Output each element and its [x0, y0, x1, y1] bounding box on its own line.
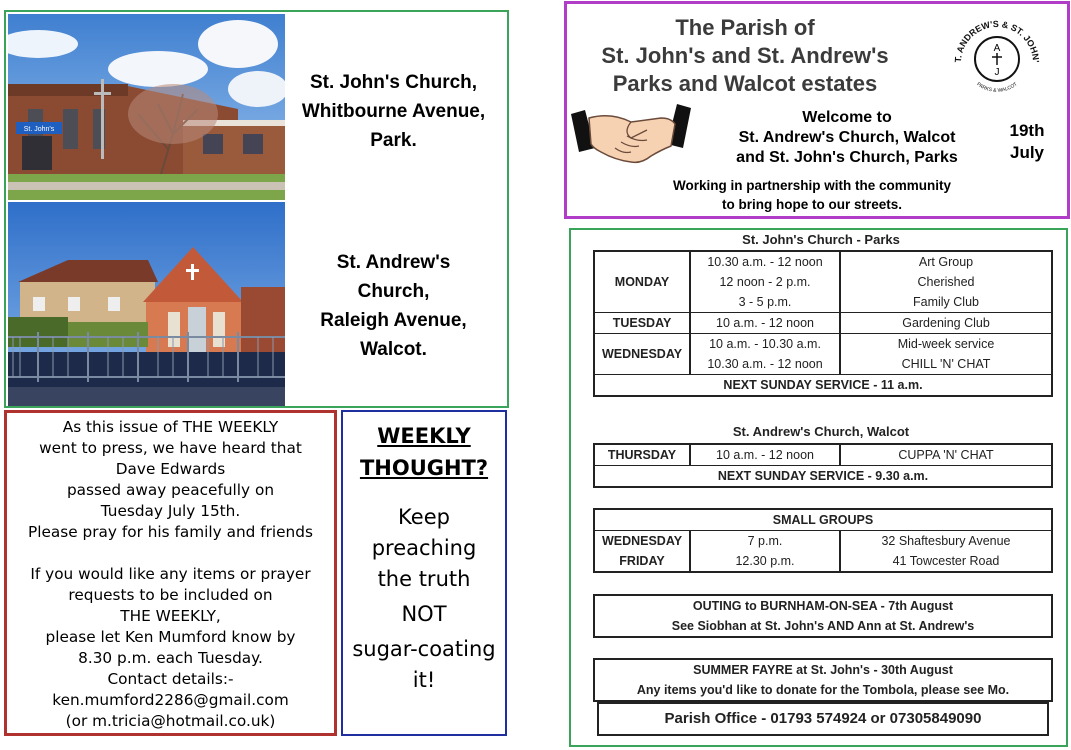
st-andrews-caption	[286, 248, 501, 364]
seal-letter-a: A	[993, 43, 1001, 54]
table-row	[595, 465, 1051, 486]
contact-email-alt: (or m.tricia@hotmail.co.uk)	[65, 712, 276, 730]
small-groups-table	[593, 508, 1053, 573]
weekly-thought-title	[343, 420, 505, 484]
st-johns-schedule-title: St. John's Church - Parks	[742, 232, 900, 247]
weekly-thought-body	[343, 502, 505, 696]
event-value: Mid-week service	[897, 337, 995, 351]
small-groups-title: SMALL GROUPS	[772, 513, 874, 527]
photo-sign-text: St. John's	[23, 126, 55, 133]
day-cell: MONDAY	[595, 252, 691, 312]
time-cell	[691, 313, 841, 333]
news-line: Please pray for his family and friends	[28, 523, 313, 541]
seal-letter-j: J	[994, 67, 1000, 78]
day-value: FRIDAY	[619, 554, 665, 568]
event-value: CHILL 'N' CHAT	[901, 357, 991, 371]
place-value: 41 Towcester Road	[892, 554, 1000, 568]
outing-line: See Siobhan at St. John's AND Ann at St. Andrew's	[671, 619, 975, 633]
news-line: Dave Edwards	[115, 460, 226, 478]
news-line: passed away peacefully on	[66, 481, 275, 499]
time-cell	[691, 531, 841, 571]
event-value: Family Club	[913, 295, 979, 309]
st-johns-street: Whitbourne Avenue,	[301, 101, 486, 122]
thought-title-line: WEEKLY	[377, 424, 471, 448]
st-andrews-schedule-table	[593, 443, 1053, 488]
time-value: 7 p.m.	[747, 534, 783, 548]
next-sunday-service-st-johns: NEXT SUNDAY SERVICE - 11 a.m.	[723, 378, 923, 392]
st-johns-caption	[286, 68, 501, 155]
event-value: Gardening Club	[902, 316, 990, 330]
time-value: 10 a.m. - 12 noon	[716, 448, 814, 462]
thought-line: NOT	[401, 602, 447, 626]
parish-header	[564, 1, 1070, 219]
news-line: requests to be included on	[68, 586, 273, 604]
st-andrews-church-photo	[8, 202, 285, 406]
seal-ring-text: T. ANDREW'S & ST. JOHN'	[952, 18, 1042, 63]
st-andrews-name-2: Church,	[357, 281, 430, 302]
seal-bottom-text: PARKS & WALCOT	[975, 81, 1019, 94]
time-value: 12.30 p.m.	[735, 554, 795, 568]
st-johns-area: Park.	[370, 130, 417, 151]
event-value: CUPPA 'N' CHAT	[898, 448, 994, 462]
tagline-line: to bring hope to our streets.	[721, 197, 902, 212]
parish-title-line: St. John's and St. Andrew's	[601, 43, 889, 68]
news-line: Tuesday July 15th.	[100, 502, 241, 520]
place-value: 32 Shaftesbury Avenue	[881, 534, 1011, 548]
weekly-schedule-panel	[569, 228, 1068, 747]
time-value: 10.30 a.m. - 12 noon	[707, 357, 823, 371]
welcome-line: Welcome to	[802, 109, 892, 126]
news-line: please let Ken Mumford know by	[45, 628, 296, 646]
day-cell: TUESDAY	[595, 313, 691, 333]
event-cell	[841, 313, 1051, 333]
parish-title	[575, 14, 915, 98]
place-cell	[841, 531, 1051, 571]
time-value: 10.30 a.m. - 12 noon	[707, 255, 823, 269]
event-cell	[841, 334, 1051, 374]
st-johns-name: St. John's Church,	[309, 72, 478, 93]
parish-office-contact: Parish Office - 01793 574924 or 07305849090	[597, 702, 1049, 736]
thought-line: Keep	[398, 505, 450, 529]
thought-title-line: THOUGHT?	[359, 456, 489, 480]
svg-text:PARKS & WALCOT	[975, 81, 1018, 94]
time-value: 3 - 5 p.m.	[738, 295, 792, 309]
next-sunday-service-st-andrews: NEXT SUNDAY SERVICE - 9.30 a.m.	[717, 469, 929, 483]
event-cell	[841, 252, 1051, 312]
handshake-icon	[571, 104, 691, 174]
parish-seal-logo	[947, 7, 1047, 107]
church-photos-panel	[4, 10, 509, 408]
contact-email: ken.mumford2286@gmail.com	[52, 691, 289, 709]
outing-line: OUTING to BURNHAM-ON-SEA - 7th August	[692, 599, 954, 613]
day-value: WEDNESDAY	[601, 534, 683, 548]
weekly-thought-panel	[341, 410, 507, 736]
st-andrews-schedule-title: St. Andrew's Church, Walcot	[732, 424, 910, 439]
thought-line: it!	[412, 668, 436, 692]
news-line: Contact details:-	[107, 670, 234, 688]
st-johns-church-photo	[8, 14, 285, 200]
parish-title-line: Parks and Walcot estates	[612, 71, 878, 96]
news-line: THE WEEKLY,	[120, 607, 221, 625]
st-andrews-street: Raleigh Avenue,	[320, 310, 467, 331]
table-row	[595, 252, 1051, 312]
table-row	[595, 445, 1051, 465]
outing-notice	[593, 594, 1053, 638]
time-cell	[691, 334, 841, 374]
date-day: 19th	[1009, 121, 1045, 140]
st-johns-schedule-table	[593, 250, 1053, 397]
event-value: Art Group	[918, 255, 974, 269]
news-line: As this issue of THE WEEKLY	[62, 418, 279, 436]
issue-date	[997, 120, 1057, 164]
time-value: 10 a.m. - 12 noon	[716, 316, 814, 330]
table-row	[595, 312, 1051, 333]
partnership-tagline	[647, 176, 977, 214]
fayre-line: Any items you'd like to donate for the Tombola, please see Mo.	[636, 683, 1010, 697]
time-cell	[691, 445, 841, 465]
welcome-line: and St. John's Church, Parks	[736, 149, 958, 166]
time-value: 12 noon - 2 p.m.	[719, 275, 811, 289]
day-cell	[595, 531, 691, 571]
thought-line: the truth	[377, 567, 471, 591]
time-value: 10 a.m. - 10.30 a.m.	[709, 337, 821, 351]
table-row	[595, 510, 1051, 530]
st-andrews-name: St. Andrew's	[336, 252, 451, 273]
date-month: July	[1009, 143, 1045, 162]
news-line: went to press, we have heard that	[39, 439, 302, 457]
parish-title-line: The Parish of	[675, 15, 815, 40]
fayre-line: SUMMER FAYRE at St. John's - 30th August	[693, 663, 953, 677]
welcome-message	[717, 108, 977, 168]
table-row	[595, 333, 1051, 374]
news-line: If you would like any items or prayer	[30, 565, 311, 583]
welcome-line: St. Andrew's Church, Walcot	[738, 129, 956, 146]
thought-line: preaching	[371, 536, 477, 560]
event-value: Cherished	[917, 275, 975, 289]
day-cell: THURSDAY	[595, 445, 691, 465]
news-panel	[4, 410, 337, 736]
table-row	[595, 374, 1051, 395]
tagline-line: Working in partnership with the community	[672, 178, 951, 193]
event-cell	[841, 445, 1051, 465]
st-andrews-area: Walcot.	[360, 339, 427, 360]
day-cell: WEDNESDAY	[595, 334, 691, 374]
summer-fayre-notice	[593, 658, 1053, 702]
time-cell	[691, 252, 841, 312]
svg-text:ST. ANDREW'S & ST. JOHN'S	[947, 7, 1041, 63]
news-line: 8.30 p.m. each Tuesday.	[78, 649, 263, 667]
table-row	[595, 530, 1051, 571]
thought-line: sugar-coating	[352, 637, 496, 661]
